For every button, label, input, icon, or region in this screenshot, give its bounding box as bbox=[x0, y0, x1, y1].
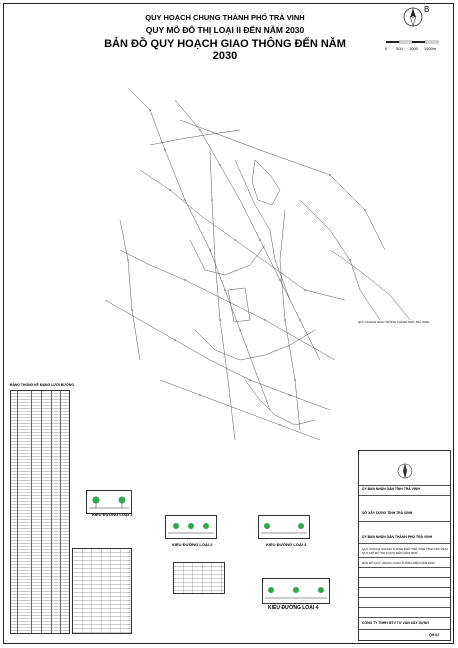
table-column-divider bbox=[51, 391, 52, 633]
road-statistics-title: BẢNG THỐNG KÊ MẠNG LƯỚI ĐƯỜNG bbox=[10, 383, 74, 387]
scale-label-1500: 1500m bbox=[424, 46, 437, 51]
table-column-divider bbox=[31, 391, 32, 633]
map-annotation: QUY HOẠCH GIAO THÔNG THÀNH PHỐ TRÀ VINH bbox=[358, 320, 430, 324]
compass-icon bbox=[395, 461, 415, 481]
table-column-divider bbox=[41, 391, 42, 633]
data-table-1 bbox=[72, 548, 132, 634]
north-letter: B bbox=[424, 5, 430, 14]
cross-section-type-1 bbox=[86, 490, 132, 514]
data-table-2 bbox=[173, 562, 225, 594]
table-column-divider bbox=[17, 391, 18, 633]
road-lines bbox=[105, 90, 410, 440]
project-line-2: QUY MÔ ĐÔ THỊ LOẠI II ĐẾN NĂM 2030 bbox=[362, 551, 418, 555]
authority-line-3: ỦY BAN NHÂN DÂN THÀNH PHỐ TRÀ VINH bbox=[362, 535, 433, 539]
drawing-number: QH-04 bbox=[429, 633, 439, 637]
authority-line-2: SỞ XÂY DỰNG TỈNH TRÀ VINH bbox=[362, 511, 413, 515]
map-main-title: BẢN ĐỒ QUY HOẠCH GIAO THÔNG ĐẾN NĂM 2030 bbox=[104, 38, 346, 62]
title-line-1: QUY HOẠCH CHUNG THÀNH PHỐ TRÀ VINH bbox=[145, 13, 305, 22]
authority-line-1: ỦY BAN NHÂN DÂN TỈNH TRÀ VINH bbox=[362, 487, 420, 491]
project-line-1: QUY HOẠCH CHUNG THÀNH PHỐ TRÀ VINH TỈNH TRÀ VINH bbox=[362, 547, 448, 551]
title-block bbox=[358, 450, 451, 641]
road-statistics-table bbox=[10, 390, 70, 634]
cross-section-label-2: KIỂU ĐƯỜNG LOẠI 2 bbox=[172, 542, 213, 547]
drawing-title: BẢN ĐỒ QUY HOẠCH GIAO THÔNG ĐẾN NĂM 2030 bbox=[362, 561, 435, 565]
table-column-divider bbox=[60, 391, 61, 633]
scale-label-0: 0 bbox=[385, 46, 388, 51]
title-line-2: QUY MÔ ĐÔ THỊ LOẠI II ĐẾN NĂM 2030 bbox=[145, 25, 305, 35]
scale-label-500: 500 bbox=[396, 46, 403, 51]
consultant-name: CÔNG TY TNHH MTV TƯ VẤN XÂY DỰNG bbox=[362, 621, 429, 625]
cross-section-type-2 bbox=[165, 515, 217, 539]
cross-section-label-1: KIỂU ĐƯỜNG LOẠI 1 bbox=[92, 512, 133, 517]
cross-section-type-4 bbox=[262, 578, 330, 604]
cross-section-type-3 bbox=[258, 515, 310, 539]
scale-label-1000: 1000 bbox=[409, 46, 418, 51]
cross-section-label-4: KIỂU ĐƯỜNG LOẠI 4 bbox=[268, 605, 319, 611]
cross-section-label-3: KIỂU ĐƯỜNG LOẠI 3 bbox=[266, 542, 307, 547]
